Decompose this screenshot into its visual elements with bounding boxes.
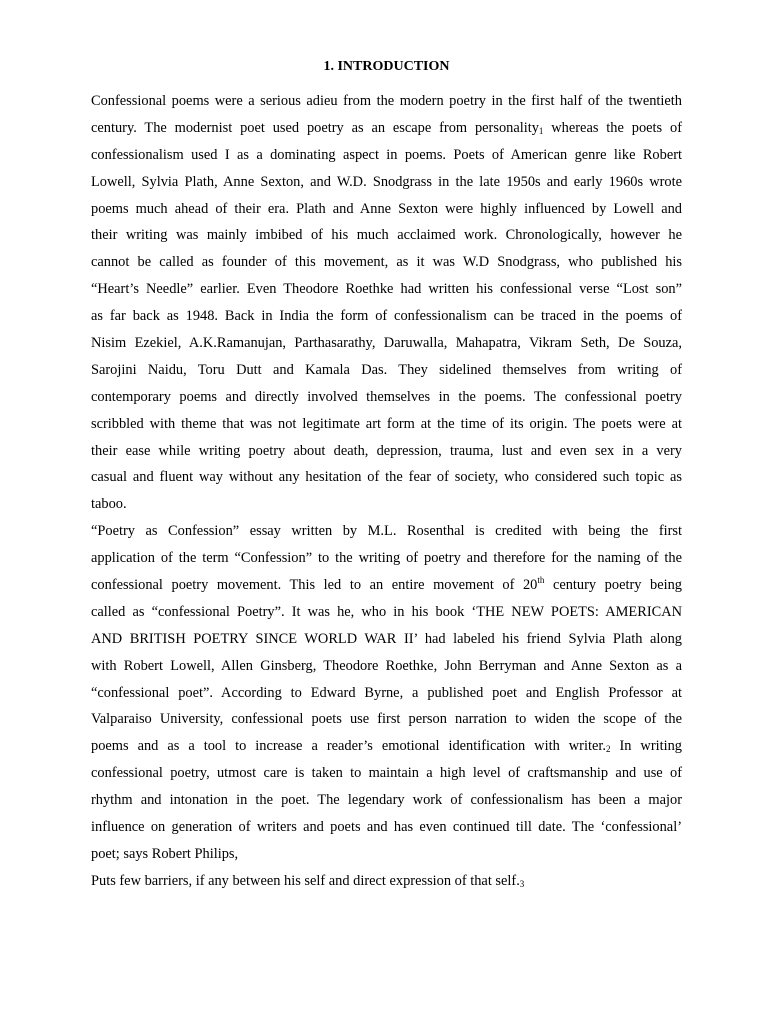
text-line: confessionalism used I as a dominating aspect in poems. Poets of American genre like Robert: [91, 146, 682, 163]
text-line: confessional poetry, utmost care is taken to maintain a high level of craftsmanship and use of: [91, 765, 682, 782]
text-line: AND BRITISH POETRY SINCE WORLD WAR II’ had labeled his friend Sylvia Plath along: [91, 630, 682, 647]
footnote-marker: 2: [605, 744, 611, 755]
text-line: confessional poetry movement. This led to an entire movement of 20th century poetry being: [91, 575, 682, 594]
text-line: as far back as 1948. Back in India the form of confessionalism can be traced in the poems of: [91, 308, 682, 325]
text-line: application of the term “Confession” to the writing of poetry and therefore for the naming of the: [91, 550, 682, 567]
footnote-marker: 1: [538, 125, 544, 136]
text-line: Sarojini Naidu, Toru Dutt and Kamala Das. They sidelined themselves from writing of: [91, 361, 682, 378]
text-line: Puts few barriers, if any between his self and direct expression of that $self._3$: [91, 872, 525, 889]
text-line: poet; says Robert Philips,: [91, 845, 239, 862]
text-line: influence on generation of writers and poets and has even continued till date. The ‘confessional’: [91, 819, 682, 836]
text-line: “Heart’s Needle” earlier. Even Theodore Roethke had written his confessional verse “Lost son”: [91, 281, 682, 298]
text-line: Lowell, Sylvia Plath, Anne Sexton, and W.D. Snodgrass in the late 1950s and early 1960s wrote: [91, 173, 682, 190]
text-line: their writing was mainly imbibed of his much acclaimed work. Chronologically, however he: [91, 227, 682, 244]
text-line: called as “confessional Poetry”. It was he, who in his book ‘THE NEW POETS: AMERICAN: [91, 603, 682, 620]
text-line: their ease while writing poetry about death, depression, trauma, lust and even sex in a very: [91, 442, 682, 459]
text-line: scribbled with theme that was not legitimate art form at the time of its origin. The poets were at: [91, 415, 682, 432]
text-line: with Robert Lowell, Allen Ginsberg, Theodore Roethke, John Berryman and Anne Sexton as a: [91, 657, 682, 674]
text-line: “Poetry as Confession” essay written by M.L. Rosenthal is credited with being the first: [91, 523, 682, 540]
text-line: Valparaiso University, confessional poets use first person narration to widen the scope of the: [91, 711, 682, 728]
footnote-marker: 3: [519, 878, 525, 889]
text-line: casual and fluent way without any hesitation of the fear of society, who considered such topic as: [91, 469, 682, 486]
text-line: century. The modernist poet used poetry as an escape from personality$_1$ whereas the poets of: [91, 119, 682, 136]
section-heading: 1. INTRODUCTION: [323, 59, 450, 74]
paragraph-1: [91, 88, 682, 518]
text-line: rhythm and intonation in the poet. The legendary work of confessionalism has been a major: [91, 792, 682, 809]
footnote-marker: th: [537, 575, 545, 586]
quote-line: [91, 868, 682, 895]
text-line: poems much ahead of their era. Plath and Anne Sexton were highly influenced by Lowell and: [91, 200, 682, 217]
text-line: Nisim Ezekiel, A.K.Ramanujan, Parthasarathy, Daruwalla, Mahapatra, Vikram Seth, De Souza,: [91, 335, 682, 352]
text-line: taboo.: [91, 496, 127, 513]
text-line: cannot be called as founder of this movement, as it was W.D Snodgrass, who published his: [91, 254, 682, 271]
text-line: “confessional poet”. According to Edward Byrne, a published poet and English Professor at: [91, 684, 682, 701]
paragraph-2: [91, 518, 682, 868]
text-line: contemporary poems and directly involved themselves in the poems. The confessional poetry: [91, 388, 682, 405]
text-line: Confessional poems were a serious adieu from the modern poetry in the first half of the twentieth: [91, 93, 682, 109]
text-line: poems and as a tool to increase a reader’s emotional identification with $writer._2$ In writing: [91, 738, 682, 755]
